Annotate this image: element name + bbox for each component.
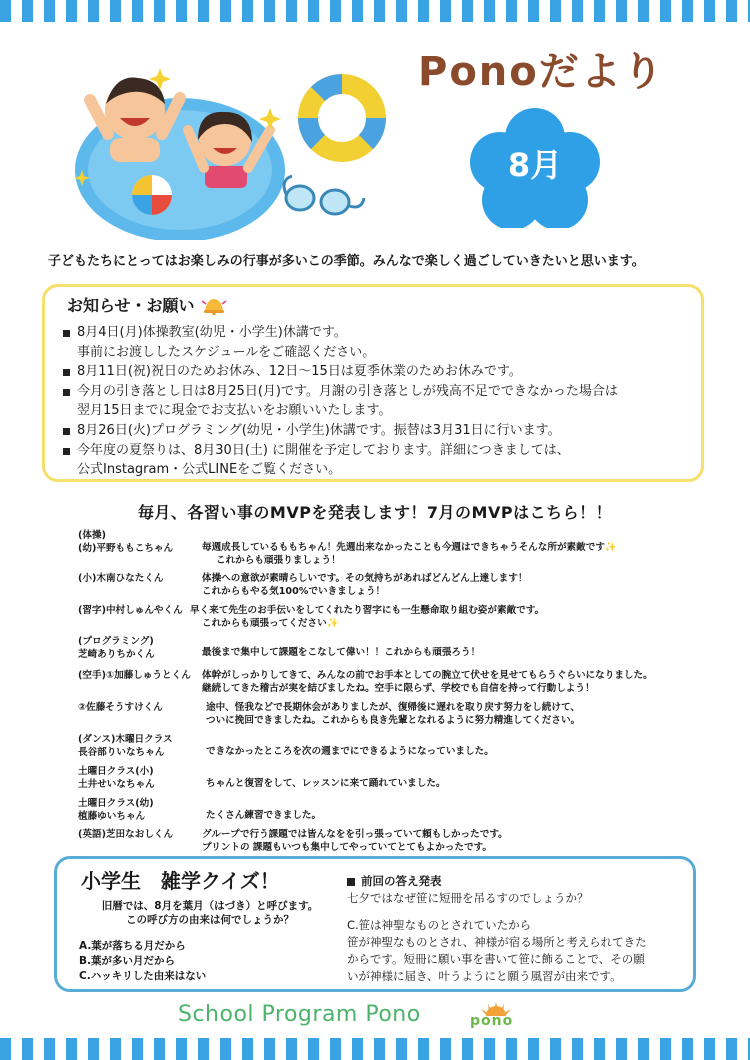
mvp-comment-line: これからも頑張りましょう！ [216, 554, 341, 566]
quiz-box [54, 856, 696, 992]
quiz-title: 小学生 雑学クイズ！ [81, 869, 280, 893]
answer-line: C.笹は神聖なものとされていたから [347, 918, 532, 932]
notice-item [59, 421, 699, 441]
mvp-name [78, 605, 183, 618]
mvp-comment [206, 810, 321, 823]
mvp-name [78, 734, 173, 759]
mvp-name-line: 土曜日クラス(小) [78, 766, 154, 777]
mvp-name [78, 766, 155, 791]
notice-title-text: お知らせ・お願い [67, 296, 195, 315]
notice-line: 翌月15日までに現金でお支払いをお願いいたします。 [77, 403, 392, 419]
square-bullet-icon [347, 878, 355, 886]
mvp-comment-line: プリントの 課題もいつも集中してやっていてとてもよかったです。 [202, 841, 492, 853]
mvp-name-line: 土井せいなちゃん [78, 778, 155, 790]
mvp-comment-line: 早く来て先生のお手伝いをしてくれたり習字にも一生懸命取り組む姿が素敵です。 [190, 605, 545, 616]
answer-heading-text: 前回の答え発表 [361, 874, 442, 888]
answer-heading [347, 873, 687, 890]
quiz-option: C.ハッキリした由来はない [79, 970, 207, 982]
mvp-comment [206, 746, 494, 759]
mvp-comment-line: 継続してきた稽古が実を結びましたね。空手に限らず、学校でも自信を持って行動しよう！ [202, 682, 595, 694]
answer-line: いが神様に届き、叶うようにと願う風習が由来です。 [347, 969, 622, 983]
quiz-question-line: 旧暦では、8月を葉月（はづき）と呼びます。 [101, 900, 319, 912]
mvp-comment-line: できなかったところを次の週までにできるようになっていました。 [206, 746, 494, 757]
mvp-name-line: (習字)中村しゅんやくん [78, 605, 183, 616]
notice-title [67, 293, 227, 316]
quiz-options [79, 939, 206, 984]
notice-line: 8月26日(火)プログラミング(幼児・小学生)休講です。振替は3月31日に行います。 [77, 422, 561, 438]
notice-line: 今年度の夏祭りは、8月30日(土) に開催を予定しております。詳細につきましては、 [77, 442, 570, 458]
mvp-name-line: ②佐藤そうすけくん [78, 702, 163, 713]
intro-text: 子どもたちにとってはお楽しみの行事が多いこの季節。みんなで楽しく過ごしていきたいと思います。 [48, 254, 645, 269]
mvp-comment [202, 542, 617, 567]
mvp-comment-line: これからもやる気100%でいきましょう！ [202, 585, 386, 597]
mvp-comment [190, 605, 544, 630]
mvp-comment [202, 573, 527, 598]
mvp-comment-line: これからも頑張ってください✨ [202, 617, 339, 629]
mvp-comment-line: 体操への意欲が素晴らしいです。その気持ちがあればどんどん上達します！ [202, 573, 528, 584]
mvp-name-line: (幼)平野ももこちゃん [78, 542, 174, 554]
mvp-comment [202, 670, 653, 695]
top-stripe-border [0, 0, 750, 22]
mvp-heading: 毎月、各習い事のMVPを発表します！7月のMVPはこちら！！ [137, 503, 613, 522]
bell-icon [201, 295, 227, 315]
answer-line: 笹が神聖なものとされ、神様が宿る場所と考えられてきた [347, 935, 647, 949]
footer-text: School Program Pono [178, 1002, 421, 1027]
notice-item [59, 323, 699, 362]
pono-logo-text: pono [470, 1013, 514, 1029]
mvp-name [78, 530, 173, 555]
month-label: 8月 [507, 146, 563, 184]
mvp-comment [206, 702, 580, 727]
answer-line: からです。短冊に願い事を書いて笹に飾ることで、その願 [347, 952, 645, 966]
previous-answer [347, 873, 687, 985]
mvp-comment-line: ちゃんと復習をして、レッスンに来て踊れていました。 [206, 778, 446, 789]
mvp-name [78, 702, 163, 715]
kids-swimming-illustration [70, 60, 400, 240]
mvp-name-line: (小)木南ひなたくん [78, 573, 164, 584]
notice-line: 8月11日(祝)祝日のためお休み、12日〜15日は夏季休業のためお休みです。 [77, 364, 522, 380]
quiz-question-line: この呼び方の由来は何でしょうか？ [126, 914, 294, 926]
quiz-option: B.葉が多い月だから [79, 955, 175, 967]
mvp-name-line: (プログラミング) [78, 636, 154, 647]
mvp-name [78, 670, 191, 683]
mvp-name-line: 土曜日クラス(幼) [78, 798, 154, 809]
mvp-comment-line: たくさん練習できました。 [206, 810, 322, 821]
mvp-name-line: (英語)芝田なおしくん [78, 829, 174, 840]
mvp-name-line: 長谷部りいなちゃん [78, 746, 165, 758]
notice-box [42, 284, 704, 482]
mvp-name [78, 573, 164, 586]
quiz-question [85, 899, 335, 927]
mvp-comment [202, 647, 480, 660]
mvp-name-line: (空手)①加藤しゅうとくん [78, 670, 191, 681]
notice-list [59, 323, 699, 480]
page-title: Ponoだより [418, 49, 665, 95]
notice-line: 事前にお渡ししたスケジュールをご確認ください。 [77, 344, 376, 360]
notice-line: 今月の引き落とし日は8月25日(月)です。月謝の引き落としが残高不足でできなかった場合は [77, 383, 618, 399]
mvp-comment-line: 毎週成長しているももちゃん！先週出来なかったことも今週はできちゃうそんな所が素敵です✨ [202, 542, 617, 553]
mvp-comment [202, 829, 508, 854]
mvp-name [78, 798, 154, 823]
notice-item [59, 362, 699, 382]
notice-line: 公式Instagram・公式LINEをご覧ください。 [77, 462, 342, 478]
mvp-comment-line: ついに挽回できましたね。これからも良き先輩となれるように努力精進してください。 [206, 714, 581, 726]
mvp-name-line: (ダンス)木曜日クラス [78, 734, 173, 745]
bottom-stripe-border [0, 1038, 750, 1060]
mvp-name-line: 芝崎ありちかくん [78, 648, 155, 660]
quiz-option: A.葉が落ちる月だから [79, 940, 186, 952]
answer-question: 七夕ではなぜ笹に短冊を吊るすのでしょうか？ [347, 891, 589, 905]
notice-item [59, 382, 699, 421]
mvp-comment-line: 最後まで集中して課題をこなして偉い！！これからも頑張ろう！ [202, 647, 481, 658]
notice-item [59, 441, 699, 480]
mvp-name-line: 植藤ゆいちゃん [78, 810, 146, 822]
mvp-comment-line: 途中、怪我などで長期休会がありましたが、復帰後に遅れを取り戻す努力をし続けて、 [206, 702, 580, 713]
mvp-name [78, 636, 155, 661]
mvp-name [78, 829, 173, 842]
mvp-name-line: (体操) [78, 530, 106, 541]
mvp-comment-line: 体幹がしっかりしてきて、みんなの前でお手本としての腕立て伏せを見せてもらうぐらいになりました。 [202, 670, 653, 681]
notice-line: 8月4日(月)体操教室(幼児・小学生)休講です。 [77, 325, 347, 340]
mvp-comment-line: グループで行う課題では皆んなをを引っ張っていて頼もしかったです。 [202, 829, 508, 840]
mvp-comment [206, 778, 446, 791]
